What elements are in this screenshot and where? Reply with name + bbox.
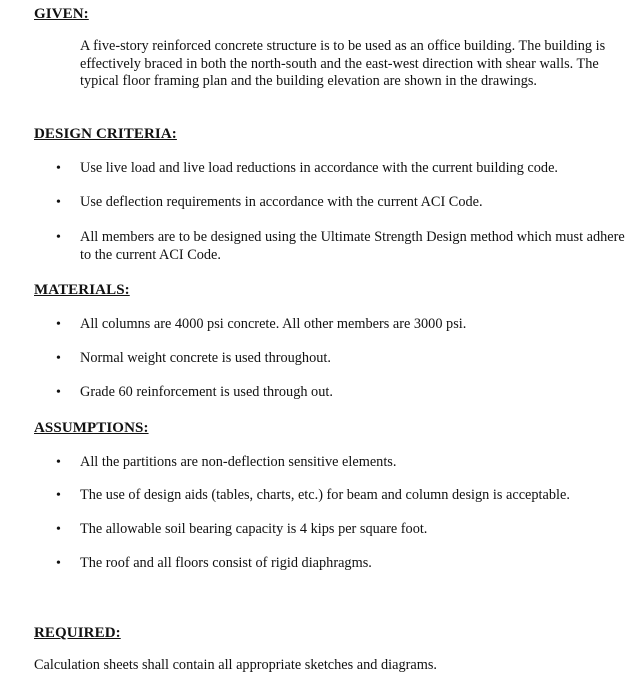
list-item — [56, 160, 626, 178]
bullet-icon: • — [56, 488, 61, 503]
bullet-icon: • — [56, 455, 61, 470]
bullet-icon: • — [56, 351, 61, 366]
assumptions-heading: ASSUMPTIONS: — [34, 420, 149, 436]
list-item-text: Use deflection requirements in accordance with the current ACI Code. — [80, 194, 483, 210]
bullet-icon: • — [56, 317, 61, 332]
list-item — [56, 194, 626, 212]
list-item-text: Normal weight concrete is used throughout. — [80, 350, 331, 366]
list-item — [56, 487, 626, 505]
required-heading: REQUIRED: — [34, 625, 121, 641]
bullet-icon: • — [56, 195, 61, 210]
list-item — [56, 454, 626, 472]
list-item — [56, 521, 626, 539]
list-item-text: Use live load and live load reductions in accordance with the current building code. — [80, 160, 558, 176]
list-item — [56, 229, 626, 264]
list-item — [56, 350, 626, 368]
list-item — [56, 555, 626, 573]
bullet-icon: • — [56, 522, 61, 537]
materials-heading: MATERIALS: — [34, 282, 130, 298]
bullet-icon: • — [56, 161, 61, 176]
list-item — [56, 384, 626, 402]
design-criteria-heading: DESIGN CRITERIA: — [34, 126, 177, 142]
list-item — [56, 316, 626, 334]
bullet-icon: • — [56, 230, 61, 245]
given-paragraph: A five-story reinforced concrete structure is to be used as an office building. The building is effectively braced in both the north-south and the east-west direction with shear walls. The typical floor framing plan and the building elevation are shown in the drawings. — [80, 38, 606, 89]
list-item-text: All columns are 4000 psi concrete. All other members are 3000 psi. — [80, 316, 467, 332]
list-item-text: The use of design aids (tables, charts, etc.) for beam and column design is acceptable. — [80, 487, 570, 503]
list-item-text: All members are to be designed using the Ultimate Strength Design method which must adhere to the current ACI Code. — [80, 229, 625, 263]
bullet-icon: • — [56, 385, 61, 400]
list-item-text: The allowable soil bearing capacity is 4 kips per square foot. — [80, 521, 428, 537]
list-item-text: Grade 60 reinforcement is used through out. — [80, 384, 333, 400]
required-text: Calculation sheets shall contain all appropriate sketches and diagrams. — [34, 657, 437, 673]
bullet-icon: • — [56, 556, 61, 571]
given-heading: GIVEN: — [34, 6, 89, 22]
list-item-text: The roof and all floors consist of rigid diaphragms. — [80, 555, 372, 571]
list-item-text: All the partitions are non-deflection sensitive elements. — [80, 454, 397, 470]
